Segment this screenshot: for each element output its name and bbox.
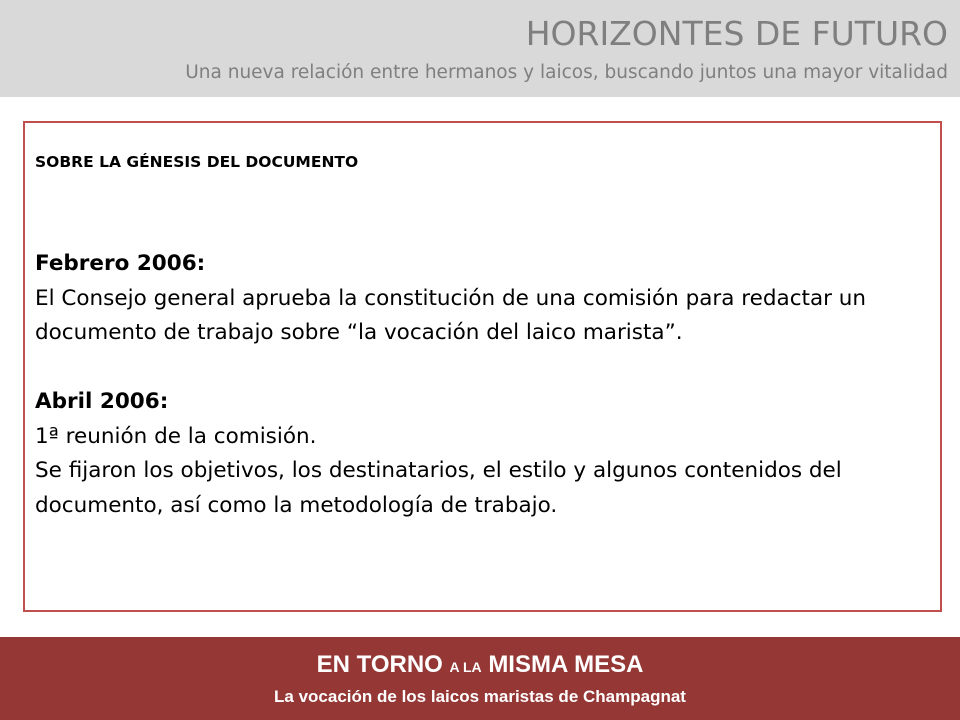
footer-subtitle: La vocación de los laicos maristas de Champagnat xyxy=(274,687,686,706)
footer-title-part1: EN TORNO xyxy=(316,651,443,678)
entry-label-apr-2006: Abril 2006: xyxy=(35,389,169,414)
entry-text-feb-2006: El Consejo general aprueba la constitución de una comisión para redactar un documento de trabajo sobre “la vocación del laico marista”. xyxy=(35,285,867,345)
footer-title xyxy=(0,651,960,679)
header-title: HORIZONTES DE FUTURO xyxy=(525,14,948,53)
section-heading: SOBRE LA GÉNESIS DEL DOCUMENTO xyxy=(35,153,359,171)
entry-text-apr-2006-line2: Se fijaron los objetivos, los destinatarios, el estilo y algunos contenidos del documento, así como la metodología de trabajo. xyxy=(35,458,842,518)
entry-label-feb-2006: Febrero 2006: xyxy=(35,251,206,276)
header-subtitle: Una nueva relación entre hermanos y laicos, buscando juntos una mayor vitalidad xyxy=(185,62,948,83)
footer-title-part2: A LA xyxy=(449,659,482,675)
footer-title-part3: MISMA MESA xyxy=(488,651,644,678)
body-text xyxy=(35,247,915,523)
header-bar xyxy=(0,0,960,97)
footer-bar xyxy=(0,637,960,720)
content-box xyxy=(23,121,942,612)
entry-text-apr-2006-line1: 1ª reunión de la comisión. xyxy=(35,423,317,449)
paragraph-gap xyxy=(35,351,915,386)
